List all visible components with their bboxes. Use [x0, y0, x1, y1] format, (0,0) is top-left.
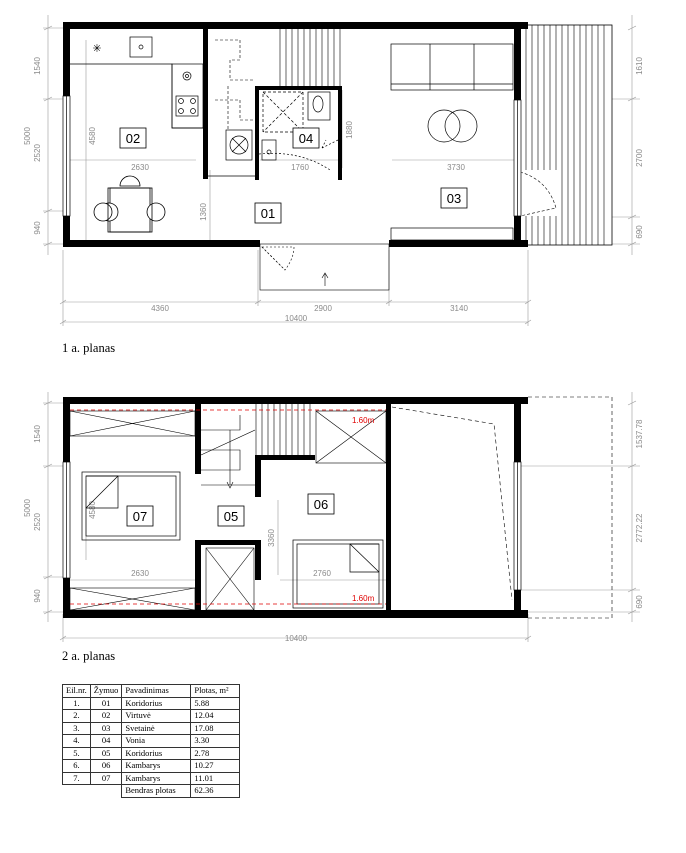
total-empty-2	[90, 785, 122, 798]
row-name: Kambarys	[122, 760, 191, 773]
row-name: Vonia	[122, 735, 191, 748]
height-label-top: 1.60m	[352, 416, 375, 425]
row-nr: 5.	[63, 747, 91, 760]
dim-right-2700: 2700	[635, 149, 644, 167]
dim-3730: 3730	[447, 163, 465, 172]
row-area: 11.01	[191, 772, 240, 785]
row-nr: 3.	[63, 722, 91, 735]
row-mark: 02	[90, 710, 122, 723]
table-row	[63, 722, 240, 735]
plan-2-caption: 2 a. planas	[62, 649, 116, 663]
dim-2900: 2900	[314, 304, 332, 313]
plan-2	[23, 392, 644, 663]
plan-2-room-labels	[127, 494, 334, 526]
table-row	[63, 735, 240, 748]
row-mark: 05	[90, 747, 122, 760]
terrace-deck	[520, 25, 612, 245]
row-area: 17.08	[191, 722, 240, 735]
table-total-row	[63, 785, 240, 798]
height-label-bottom: 1.60m	[352, 594, 375, 603]
row-mark: 06	[90, 760, 122, 773]
dim2-left-940: 940	[33, 589, 42, 603]
plan-2-terrace-outline	[392, 397, 612, 618]
area-table-header	[63, 685, 240, 698]
dim2-left-5000: 5000	[23, 499, 32, 517]
plan-1-caption: 1 a. planas	[62, 341, 116, 355]
header-area: Plotas, m²	[191, 685, 240, 698]
dim2-right-153778: 1537.78	[635, 419, 644, 449]
dim-1360: 1360	[199, 203, 208, 221]
table-row	[63, 710, 240, 723]
row-nr: 4.	[63, 735, 91, 748]
row-area: 5.88	[191, 697, 240, 710]
total-label: Bendras plotas	[122, 785, 191, 798]
plan-1-room-labels	[120, 128, 467, 223]
dim-left-1540: 1540	[33, 57, 42, 75]
row-mark: 07	[90, 772, 122, 785]
header-nr: Eil.nr.	[63, 685, 91, 698]
header-mark: Žymuo	[90, 685, 122, 698]
row-name: Svetainė	[122, 722, 191, 735]
kitchen-fan-icon: ✳	[92, 43, 102, 55]
row-area: 12.04	[191, 710, 240, 723]
row-area: 10.27	[191, 760, 240, 773]
dim2-right-277222: 2772.22	[635, 513, 644, 543]
row-nr: 7.	[63, 772, 91, 785]
dim-left-940: 940	[33, 221, 42, 235]
dim-left-5000: 5000	[23, 127, 32, 145]
dim-3140: 3140	[450, 304, 468, 313]
dim-1760: 1760	[291, 163, 309, 172]
row-name: Kambarys	[122, 772, 191, 785]
row-area: 3.30	[191, 735, 240, 748]
dim2-3360: 3360	[267, 529, 276, 547]
room-label-04: 04	[298, 131, 314, 146]
dim-10400: 10400	[284, 314, 308, 323]
table-row	[63, 760, 240, 773]
room-label-01: 01	[260, 206, 276, 221]
table-row	[63, 747, 240, 760]
room-label-03: 03	[446, 191, 462, 206]
row-name: Koridorius	[122, 747, 191, 760]
dim-4580: 4580	[88, 127, 97, 145]
kitchen-counter	[70, 37, 203, 128]
room-label-07: 07	[132, 509, 148, 524]
dim-right-690: 690	[635, 225, 644, 239]
row-area: 2.78	[191, 747, 240, 760]
dim2-left-1540: 1540	[33, 425, 42, 443]
row-mark: 04	[90, 735, 122, 748]
row-name: Virtuvė	[122, 710, 191, 723]
row-mark: 01	[90, 697, 122, 710]
row-nr: 1.	[63, 697, 91, 710]
living-furniture	[391, 44, 513, 240]
plan-1-stairs	[215, 29, 340, 130]
dim2-left-2520: 2520	[33, 513, 42, 531]
row-nr: 2.	[63, 710, 91, 723]
dim-left-2520: 2520	[33, 144, 42, 162]
dim-2630: 2630	[131, 163, 149, 172]
area-table	[62, 684, 240, 798]
room-label-02: 02	[125, 131, 141, 146]
room-label-05: 05	[223, 509, 239, 524]
dining-table	[94, 176, 165, 232]
total-empty-1	[63, 785, 91, 798]
dim-1880: 1880	[345, 121, 354, 139]
table-row	[63, 772, 240, 785]
dim2-2630: 2630	[131, 569, 149, 578]
table-row	[63, 697, 240, 710]
dim2-right-690: 690	[635, 595, 644, 609]
header-name: Pavadinimas	[122, 685, 191, 698]
dim-4360: 4360	[151, 304, 169, 313]
plan-1	[23, 15, 644, 355]
total-area: 62.36	[191, 785, 240, 798]
dim2-4580: 4580	[88, 501, 97, 519]
row-name: Koridorius	[122, 697, 191, 710]
entrance-porch	[260, 244, 389, 290]
dim2-2760: 2760	[313, 569, 331, 578]
dim2-10400: 10400	[284, 634, 308, 643]
room-label-06: 06	[313, 497, 329, 512]
row-mark: 03	[90, 722, 122, 735]
row-nr: 6.	[63, 760, 91, 773]
dim-right-1610: 1610	[635, 57, 644, 75]
